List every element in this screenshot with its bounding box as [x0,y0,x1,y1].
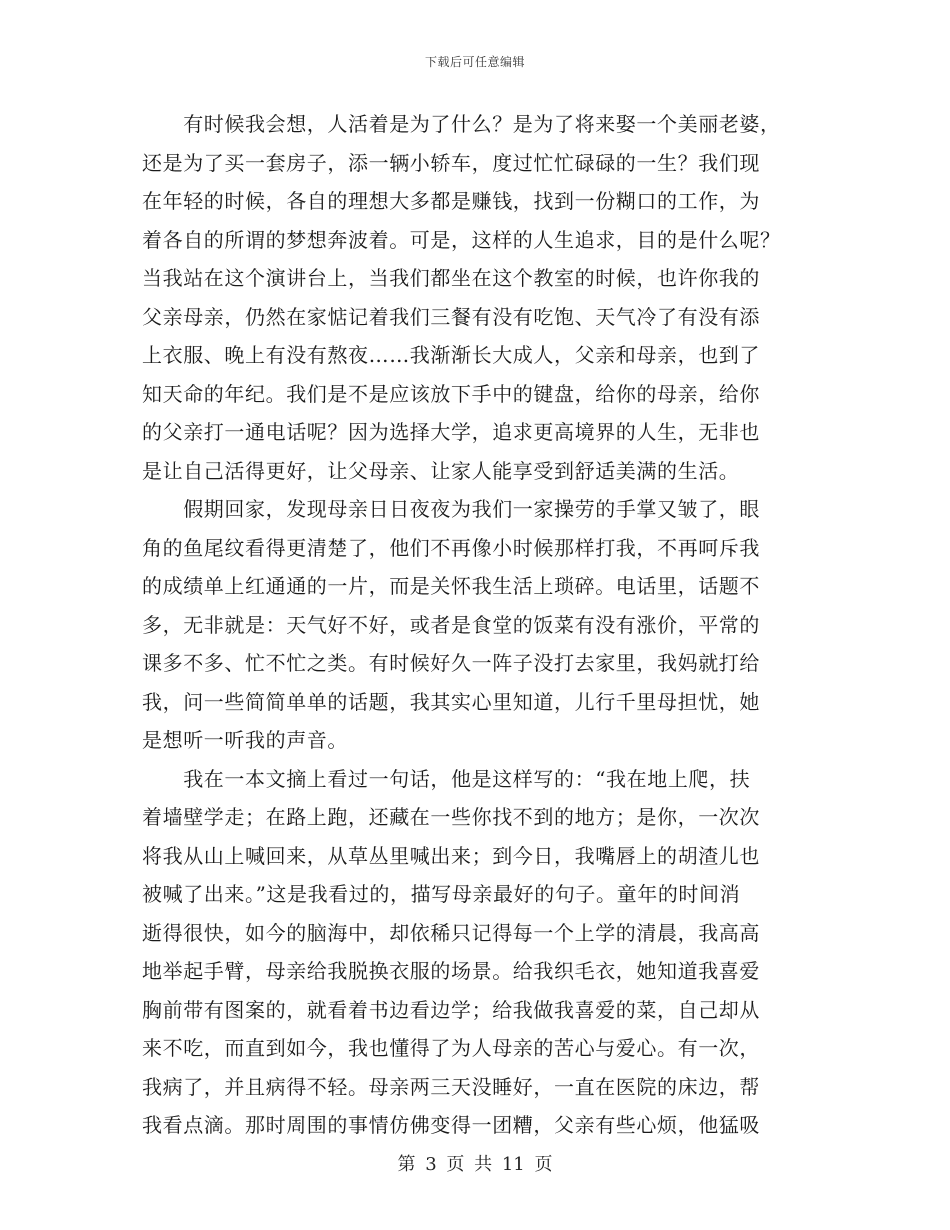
page-header: 下载后可任意编辑 [424,55,525,69]
text-line: 上衣服、晚上有没有熬夜……我渐渐长大成人，父亲和母亲，也到了 [142,343,760,367]
text-line: 我病了，并且病得不轻。母亲两三天没睡好，一直在医院的床边，帮 [142,1074,760,1099]
text-line: 的父亲打一通电话呢？因为选择大学，追求更高境界的人生，无非也 [142,420,760,444]
text-line: 将我从山上喊回来，从草丛里喊出来；到今日，我嘴唇上的胡渣儿也 [142,843,760,868]
text-line: 胸前带有图案的，就看着书边看边学；给我做我喜爱的菜，自己却从 [142,997,760,1022]
text-line: 有时候我会想，人活着是为了什么？是为了将来娶一个美丽老婆， [142,112,781,136]
text-line: 角的鱼尾纹看得更清楚了，他们不再像小时候那样打我，不再呵斥我 [142,535,760,560]
text-line: 着墙壁学走；在路上跑，还藏在一些你找不到的地方；是你，一次次 [142,805,760,829]
text-line: 是想听一听我的声音。 [142,728,348,752]
document-body [142,105,807,1145]
text-line: 课多不多、忙不忙之类。有时候好久一阵子没打去家里，我妈就打给 [142,651,760,675]
text-line: 多，无非就是：天气好不好，或者是食堂的饭菜有没有涨价，平常的 [142,612,760,637]
text-line: 知天命的年纪。我们是不是应该放下手中的键盘，给你的母亲，给你 [142,381,760,406]
text-line: 被喊了出来。”这是我看过的，描写母亲最好的句子。童年的时间消 [142,882,741,906]
text-line: 在年轻的时候，各自的理想大多都是赚钱，找到一份糊口的工作，为 [142,189,760,213]
text-line: 是让自己活得更好，让父母亲、让家人能享受到舒适美满的生活。 [142,458,740,483]
text-line: 来不吃，而直到如今，我也懂得了为人母亲的苦心与爱心。有一次， [142,1036,760,1060]
text-line: 我看点滴。那时周围的事情仿佛变得一团糟，父亲有些心烦，他猛吸 [142,1113,760,1137]
page-footer: 第 3 页 共 11 页 [397,1154,553,1175]
text-line: 还是为了买一套房子，添一辆小轿车，度过忙忙碌碌的一生？我们现 [142,150,760,175]
text-line: 我，问一些简简单单的话题，我其实心里知道，儿行千里母担忧，她 [142,689,760,714]
text-line: 假期回家，发现母亲日日夜夜为我们一家操劳的手掌又皱了，眼 [142,497,760,521]
text-line: 着各自的所谓的梦想奔波着。可是，这样的人生追求，目的是什么呢？ [142,227,781,252]
text-line: 地举起手臂，母亲给我脱换衣服的场景。给我织毛衣，她知道我喜爱 [142,959,760,983]
text-line: 逝得很快，如今的脑海中，却依稀只记得每一个上学的清晨，我高高 [142,920,760,945]
text-line: 当我站在这个演讲台上，当我们都坐在这个教室的时候，也许你我的 [142,266,760,290]
text-line: 父亲母亲，仍然在家惦记着我们三餐有没有吃饱、天气冷了有没有添 [142,304,760,329]
text-line: 的成绩单上红通通的一片，而是关怀我生活上琐碎。电话里，话题不 [142,574,760,598]
text-line: 我在一本文摘上看过一句话，他是这样写的：“我在地上爬，扶 [142,766,751,791]
